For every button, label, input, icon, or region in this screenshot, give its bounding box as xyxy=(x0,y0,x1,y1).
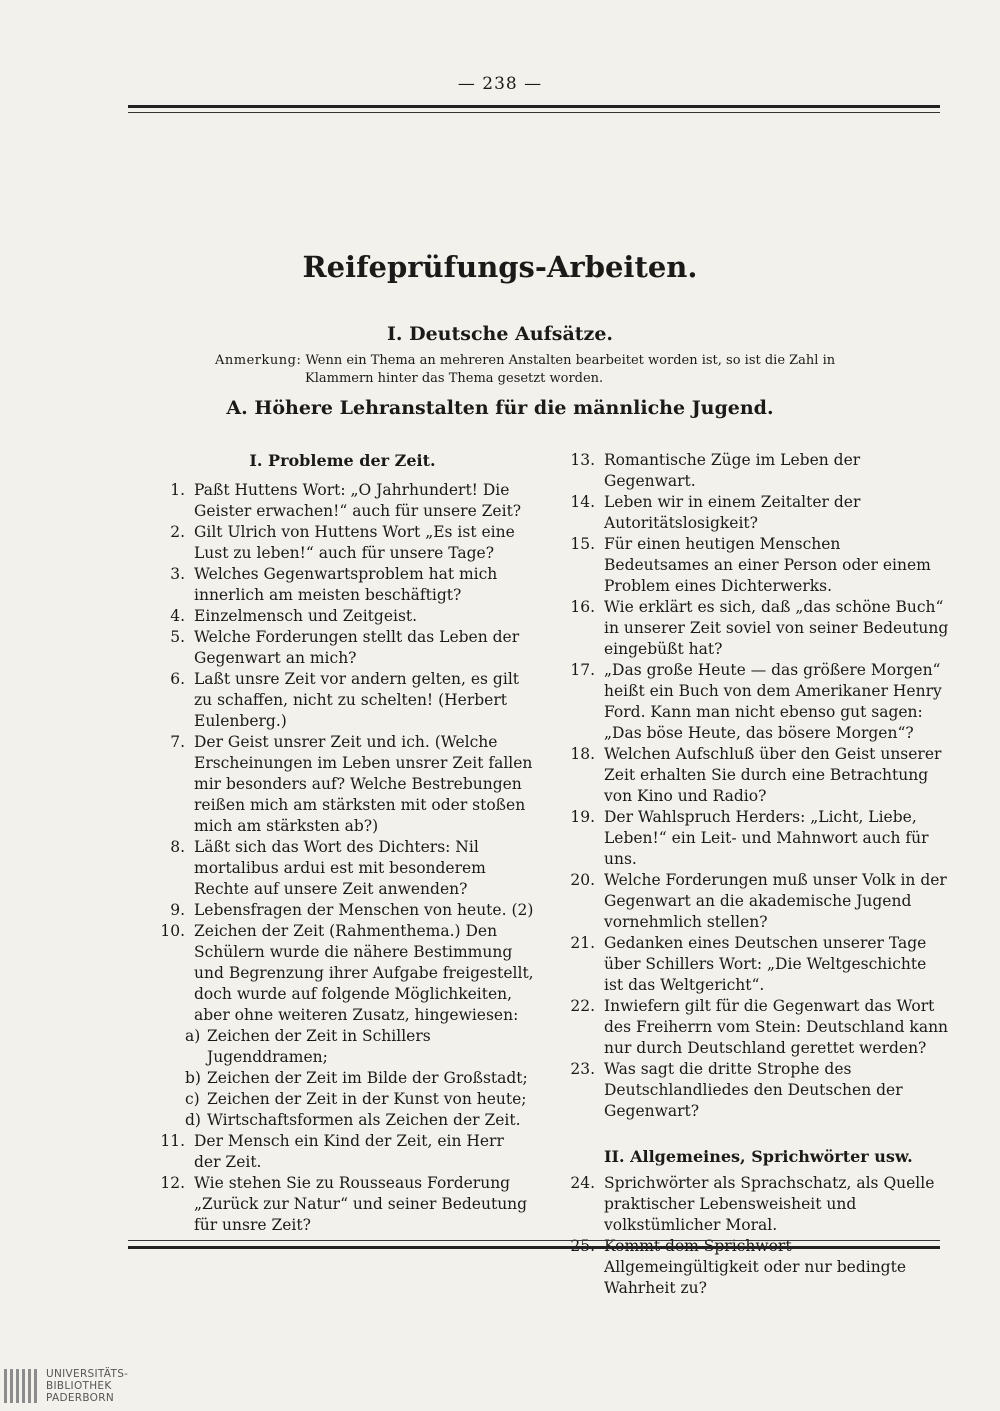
list-item xyxy=(560,1059,950,1122)
sub-item xyxy=(185,1068,535,1089)
item-number: 21. xyxy=(570,934,595,952)
library-logo xyxy=(0,1360,200,1411)
item-text: Wie stehen Sie zu Rousseaus Forderung „Zurück zur Natur“ und seiner Bedeutung für unsre Zeit? xyxy=(194,1174,528,1234)
sub-item-letter: d) xyxy=(185,1111,201,1129)
list-item xyxy=(560,597,950,660)
sub-item-letter: b) xyxy=(185,1069,201,1087)
list-item xyxy=(560,660,950,744)
item-number: 12. xyxy=(160,1174,185,1192)
item-text: Sprichwörter als Sprachschatz, als Quelle praktischer Lebensweisheit und volkstümlicher Moral. xyxy=(604,1174,935,1234)
library-logo-icon xyxy=(4,1369,38,1403)
page-number: — 238 — xyxy=(457,74,543,94)
list-item xyxy=(150,900,535,921)
item-text: Was sagt die dritte Strophe des Deutschlandliedes den Deutschen der Gegenwart? xyxy=(604,1060,903,1120)
sub-item xyxy=(185,1026,535,1068)
item-text: Paßt Huttens Wort: „O Jahrhundert! Die Geister erwachen!“ auch für unsere Zeit? xyxy=(194,481,522,520)
sub-item-text: Zeichen der Zeit im Bilde der Großstadt; xyxy=(207,1069,528,1087)
library-logo-text xyxy=(46,1368,128,1404)
logo-line-3: PADERBORN xyxy=(46,1391,114,1404)
item-text: Inwiefern gilt für die Gegenwart das Wort des Freiherrn vom Stein: Deutschland kann nur durch Deutschland gerettet werden? xyxy=(604,997,949,1057)
bottom-rule-thin xyxy=(128,1240,940,1241)
item-number: 25. xyxy=(570,1237,595,1255)
section-title: I. Deutsche Aufsätze. xyxy=(386,323,614,345)
note xyxy=(215,352,865,388)
logo-line-1: UNIVERSITÄTS- xyxy=(46,1367,129,1380)
item-text: Zeichen der Zeit (Rahmenthema.) Den Schülern wurde die nähere Bestimmung und Begrenzung ihrer Aufgabe freigestellt, doch wurde auf folgende Möglichkeiten, aber ohne weiteren Zusatz, hingewiesen: xyxy=(194,922,534,1024)
item-number: 4. xyxy=(170,607,185,625)
item-text: Leben wir in einem Zeitalter der Autoritätslosigkeit? xyxy=(604,493,861,532)
item-number: 1. xyxy=(170,481,185,499)
top-rule-thin xyxy=(128,112,940,113)
item-text: Welchen Aufschluß über den Geist unserer Zeit erhalten Sie durch eine Betrachtung von Kino und Radio? xyxy=(604,745,942,805)
top-rule-thick xyxy=(128,105,940,108)
sub-item xyxy=(185,1089,535,1110)
list-item xyxy=(150,669,535,732)
item-text: „Das große Heute — das größere Morgen“ heißt ein Buch von dem Amerikaner Henry Ford. Kann man nicht ebenso gut sagen: „Das böse Heute, das bösere Morgen“? xyxy=(604,661,942,742)
item-number: 10. xyxy=(160,922,185,940)
note-line-1: Wenn ein Thema an mehreren Anstalten bearbeitet worden ist, so ist die Zahl in xyxy=(305,353,836,368)
item-number: 16. xyxy=(570,598,595,616)
sub-item-letter: a) xyxy=(185,1027,201,1045)
item-number: 9. xyxy=(170,901,185,919)
item-text: Romantische Züge im Leben der Gegenwart. xyxy=(604,451,861,490)
list-item xyxy=(560,534,950,597)
item-number: 5. xyxy=(170,628,185,646)
item-text: Lebensfragen der Menschen von heute. (2) xyxy=(194,901,534,919)
list-item xyxy=(560,450,950,492)
list-item xyxy=(560,996,950,1059)
item-text: Läßt sich das Wort des Dichters: Nil mortalibus ardui est mit besonderem Rechte auf unsere Zeit anwenden? xyxy=(194,838,486,898)
item-text: Gilt Ulrich von Huttens Wort „Es ist eine Lust zu leben!“ auch für unsere Tage? xyxy=(194,523,515,562)
logo-line-2: BIBLIOTHEK xyxy=(46,1379,112,1392)
item-text: Welches Gegenwartsproblem hat mich innerlich am meisten beschäftigt? xyxy=(194,565,498,604)
item-number: 6. xyxy=(170,670,185,688)
sub-item-list xyxy=(150,1026,535,1131)
item-text: Kommt dem Sprichwort Allgemeingültigkeit oder nur bedingte Wahrheit zu? xyxy=(604,1237,907,1297)
list-item xyxy=(150,1173,535,1236)
list-item xyxy=(560,933,950,996)
item-number: 22. xyxy=(570,997,595,1015)
subsection-heading: A. Höhere Lehranstalten für die männliche Jugend. xyxy=(226,397,774,419)
item-number: 8. xyxy=(170,838,185,856)
item-number: 23. xyxy=(570,1060,595,1078)
section2-heading: II. Allgemeines, Sprichwörter usw. xyxy=(604,1147,913,1166)
sub-item-text: Wirtschaftsformen als Zeichen der Zeit. xyxy=(207,1111,521,1129)
note-line-2: Klammern hinter das Thema gesetzt worden. xyxy=(305,371,604,386)
item-text: Für einen heutigen Menschen Bedeutsames an einer Person oder einem Problem eines Dichterwerks. xyxy=(604,535,931,595)
right-item-list xyxy=(560,450,950,1122)
right-column xyxy=(560,450,950,1299)
sub-item-text: Zeichen der Zeit in Schillers Jugenddramen; xyxy=(207,1027,431,1066)
item-number: 19. xyxy=(570,808,595,826)
item-number: 20. xyxy=(570,871,595,889)
page-title: Reifeprüfungs-Arbeiten. xyxy=(302,250,698,284)
item-number: 18. xyxy=(570,745,595,763)
left-column xyxy=(150,450,535,1236)
item-number: 7. xyxy=(170,733,185,751)
item-number: 24. xyxy=(570,1174,595,1192)
item-number: 2. xyxy=(170,523,185,541)
list-item xyxy=(150,480,535,522)
item-text: Wie erklärt es sich, daß „das schöne Buch“ in unserer Zeit soviel von seiner Bedeutung eingebüßt hat? xyxy=(604,598,949,658)
right-item-list-2 xyxy=(560,1173,950,1299)
item-number: 14. xyxy=(570,493,595,511)
item-number: 13. xyxy=(570,451,595,469)
list-item xyxy=(560,870,950,933)
item-number: 15. xyxy=(570,535,595,553)
item-text: Der Geist unsrer Zeit und ich. (Welche Erscheinungen im Leben unsrer Zeit fallen mir besonders auf? Welche Bestrebungen reißen mich am stärksten mit oder stoßen mich am stärksten ab?) xyxy=(194,733,533,835)
item-text: Der Mensch ein Kind der Zeit, ein Herr der Zeit. xyxy=(194,1132,504,1171)
item-text: Welche Forderungen muß unser Volk in der Gegenwart an die akademische Jugend vornehmlich stellen? xyxy=(604,871,947,931)
item-number: 3. xyxy=(170,565,185,583)
left-column-heading: I. Probleme der Zeit. xyxy=(249,451,436,470)
bottom-rule-thick xyxy=(128,1246,940,1249)
item-number: 11. xyxy=(160,1132,185,1150)
item-text: Gedanken eines Deutschen unserer Tage über Schillers Wort: „Die Weltgeschichte ist das Weltgericht“. xyxy=(604,934,927,994)
note-label: Anmerkung: xyxy=(215,353,302,368)
list-item xyxy=(560,1173,950,1236)
list-item xyxy=(150,837,535,900)
left-item-list xyxy=(150,480,535,1236)
item-text: Einzelmensch und Zeitgeist. xyxy=(194,607,418,625)
list-item xyxy=(560,807,950,870)
item-text: Welche Forderungen stellt das Leben der Gegenwart an mich? xyxy=(194,628,520,667)
list-item xyxy=(150,921,535,1026)
item-text: Laßt unsre Zeit vor andern gelten, es gilt zu schaffen, nicht zu schelten! (Herbert Eulenberg.) xyxy=(194,670,520,730)
list-item xyxy=(150,627,535,669)
list-item xyxy=(150,1131,535,1173)
list-item xyxy=(560,492,950,534)
item-number: 17. xyxy=(570,661,595,679)
sub-item-letter: c) xyxy=(185,1090,200,1108)
list-item xyxy=(150,732,535,837)
item-text: Der Wahlspruch Herders: „Licht, Liebe, Leben!“ ein Leit- und Mahnwort auch für uns. xyxy=(604,808,929,868)
list-item xyxy=(150,606,535,627)
sub-item-text: Zeichen der Zeit in der Kunst von heute; xyxy=(207,1090,527,1108)
list-item xyxy=(150,564,535,606)
sub-item xyxy=(185,1110,535,1131)
list-item xyxy=(150,522,535,564)
list-item xyxy=(560,744,950,807)
